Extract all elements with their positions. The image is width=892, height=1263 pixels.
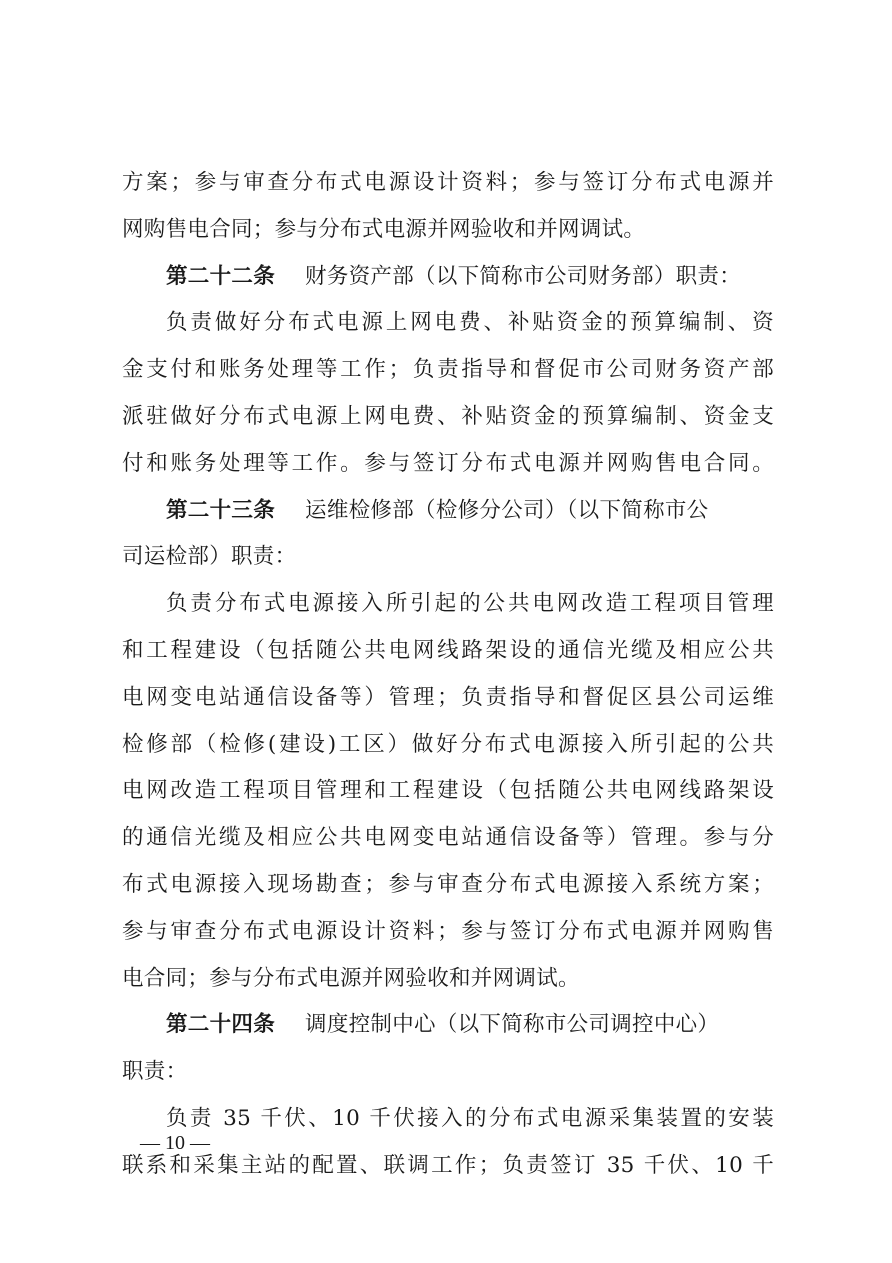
paragraph-line: 网购售电合同；参与分布式电源并网验收和并网调试。 — [122, 216, 646, 242]
paragraph-line: 方案；参与审查分布式电源设计资料；参与签订分布式电源并 — [122, 170, 774, 195]
article-number: 第二十二条 — [166, 263, 276, 289]
paragraph-line: 电合同；参与分布式电源并网验收和并网调试。 — [122, 965, 580, 991]
paragraph-line: 参与审查分布式电源设计资料；参与签订分布式电源并网购售 — [122, 918, 774, 944]
article-title: 调度控制中心（以下简称市公司调控中心） — [305, 1012, 720, 1038]
article-title: 财务资产部（以下简称市公司财务部）职责： — [305, 263, 742, 289]
paragraph-line: 司运检部）职责： — [122, 544, 297, 570]
paragraph-line: 负责做好分布式电源上网电费、补贴资金的预算编制、资 — [166, 310, 774, 336]
article-heading-22 — [122, 254, 774, 301]
article-heading-23 — [122, 488, 774, 535]
article-number: 第二十四条 — [166, 1012, 276, 1038]
paragraph-line: 联系和采集主站的配置、联调工作；负责签订 35 千伏、10 千 — [122, 1152, 774, 1178]
page-number: — 10 — — [140, 1132, 210, 1154]
paragraph-line: 电网变电站通信设备等）管理；负责指导和督促区县公司运维 — [122, 684, 774, 710]
document-body — [122, 160, 774, 1190]
paragraph-line: 金支付和账务处理等工作；负责指导和督促市公司财务资产部 — [122, 357, 774, 383]
article-title: 运维检修部（检修分公司）（以下简称市公 — [305, 497, 709, 523]
paragraph-line: 的通信光缆及相应公共电网变电站通信设备等）管理。参与分 — [122, 825, 774, 851]
paragraph-line: 付和账务处理等工作。参与签订分布式电源并网购售电合同。 — [122, 450, 774, 476]
paragraph-line: 电网改造工程项目管理和工程建设（包括随公共电网线路架设 — [122, 778, 774, 804]
paragraph-line: 职责： — [122, 1059, 188, 1085]
paragraph-line: 布式电源接入现场勘查；参与审查分布式电源接入系统方案； — [122, 871, 774, 897]
article-heading-24 — [122, 1002, 774, 1049]
paragraph-line: 检修部（检修(建设)工区）做好分布式电源接入所引起的公共 — [122, 731, 774, 757]
paragraph-line: 派驻做好分布式电源上网电费、补贴资金的预算编制、资金支 — [122, 403, 774, 429]
paragraph-line: 和工程建设（包括随公共电网线路架设的通信光缆及相应公共 — [122, 637, 774, 663]
article-number: 第二十三条 — [166, 497, 276, 523]
paragraph-line: 负责分布式电源接入所引起的公共电网改造工程项目管理 — [166, 591, 774, 617]
paragraph-line: 负责 35 千伏、10 千伏接入的分布式电源采集装置的安装 — [166, 1105, 774, 1131]
